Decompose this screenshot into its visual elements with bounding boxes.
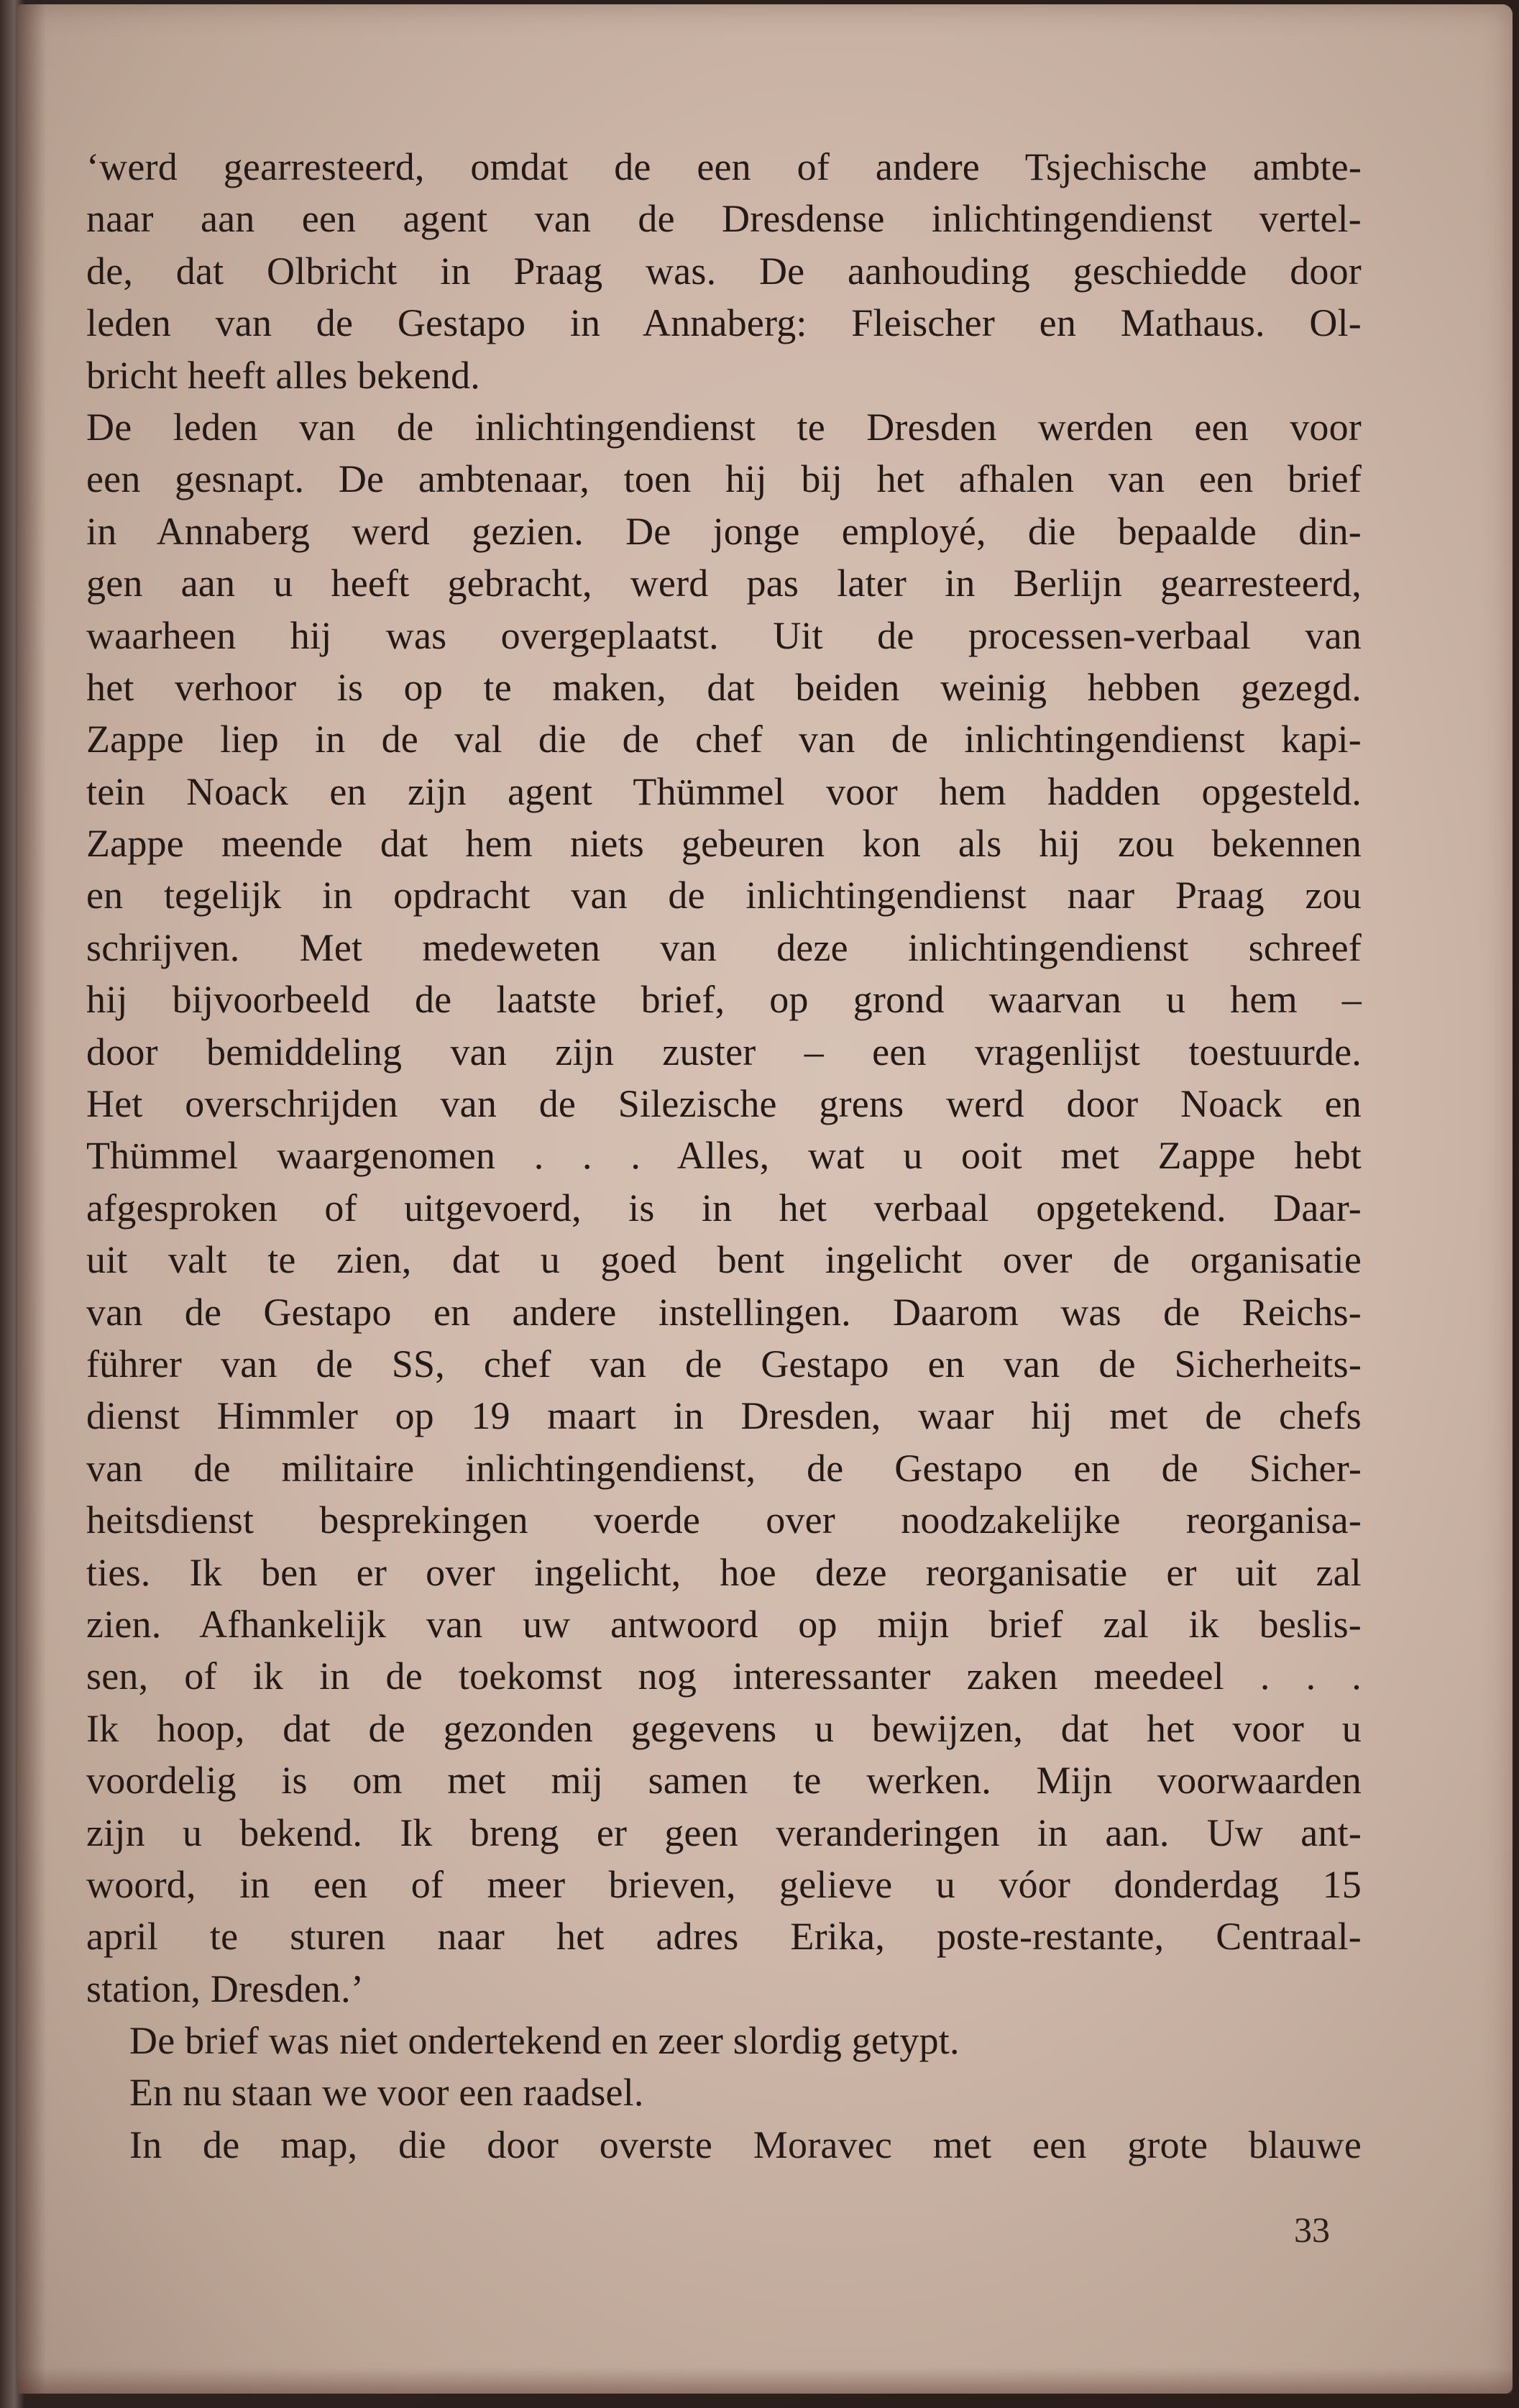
text-line: uit valt te zien, dat u goed bent ingelicht over de organisatie [86,1238,1362,1282]
text-line: in Annaberg werd gezien. De jonge employé, die bepaalde din- [86,509,1362,553]
text-line: Ik hoop, dat de gezonden gegevens u bewijzen, dat het voor u [86,1706,1362,1750]
text-line: Thümmel waargenomen . . . Alles, wat u ooit met Zappe hebt [86,1134,1362,1178]
text-line: En nu staan we voor een raadsel. [129,2071,644,2115]
text-line: schrijven. Met medeweten van deze inlichtingendienst schreef [86,925,1362,969]
body-text [86,141,1362,2171]
text-line: ties. Ik ben er over ingelicht, hoe deze reorganisatie er uit zal [86,1550,1362,1594]
text-line: waarheen hij was overgeplaatst. Uit de processen-verbaal van [86,613,1362,657]
page-number: 33 [1294,2210,1330,2250]
text-line: door bemiddeling van zijn zuster – een vragenlijst toestuurde. [86,1030,1362,1073]
text-line: zijn u bekend. Ik breng er geen veranderingen in aan. Uw ant- [86,1810,1362,1854]
book-page [17,4,1513,2394]
text-line: sen, of ik in de toekomst nog interessanter zaken meedeel . . . [86,1654,1362,1698]
text-line: führer van de SS, chef van de Gestapo en van de Sicherheits- [86,1342,1362,1386]
text-line: dienst Himmler op 19 maart in Dresden, waar hij met de chefs [86,1394,1362,1438]
text-line: leden van de Gestapo in Annaberg: Fleischer en Mathaus. Ol- [86,301,1362,345]
text-line: voordelig is om met mij samen te werken. Mijn voorwaarden [86,1759,1362,1803]
text-line: heitsdienst besprekingen voerde over noodzakelijke reorganisa- [86,1498,1362,1542]
text-line: tein Noack en zijn agent Thümmel voor hem hadden opgesteld. [86,769,1362,813]
text-line: hij bijvoorbeeld de laatste brief, op grond waarvan u hem – [86,978,1362,1022]
text-line: bricht heeft alles bekend. [86,353,480,397]
text-line: april te sturen naar het adres Erika, poste-restante, Centraal- [86,1915,1362,1959]
text-line: het verhoor is op te maken, dat beiden weinig hebben gezegd. [86,665,1362,709]
text-line: een gesnapt. De ambtenaar, toen hij bij het afhalen van een brief [86,457,1362,501]
text-line: De brief was niet ondertekend en zeer slordig getypt. [129,2019,960,2063]
text-line: van de Gestapo en andere instellingen. Daarom was de Reichs- [86,1290,1362,1334]
text-line: naar aan een agent van de Dresdense inlichtingendienst vertel- [86,197,1362,241]
text-line: Zappe liep in de val die de chef van de inlichtingendienst kapi- [86,718,1362,761]
text-line: Zappe meende dat hem niets gebeuren kon als hij zou bekennen [86,822,1362,866]
page-edge-shadow [17,4,46,2394]
text-line: station, Dresden.’ [86,1967,364,2010]
text-line: ‘werd gearresteerd, omdat de een of andere Tsjechische ambte- [86,145,1362,188]
text-line: De leden van de inlichtingendienst te Dresden werden een voor [86,405,1362,449]
text-line: woord, in een of meer brieven, gelieve u vóor donderdag 15 [86,1862,1362,1906]
page-bottom-edge [17,2368,1513,2394]
text-line: gen aan u heeft gebracht, werd pas later in Berlijn gearresteerd, [86,562,1362,605]
text-line: In de map, die door overste Moravec met een grote blauwe [129,2123,1362,2166]
text-line: van de militaire inlichtingendienst, de Gestapo en de Sicher- [86,1446,1362,1490]
text-line: afgesproken of uitgevoerd, is in het verbaal opgetekend. Daar- [86,1186,1362,1230]
text-line: zien. Afhankelijk van uw antwoord op mijn brief zal ik beslis- [86,1602,1362,1646]
text-line: en tegelijk in opdracht van de inlichtingendienst naar Praag zou [86,874,1362,917]
text-line: Het overschrijden van de Silezische grens werd door Noack en [86,1082,1362,1126]
text-line: de, dat Olbricht in Praag was. De aanhouding geschiedde door [86,249,1362,293]
